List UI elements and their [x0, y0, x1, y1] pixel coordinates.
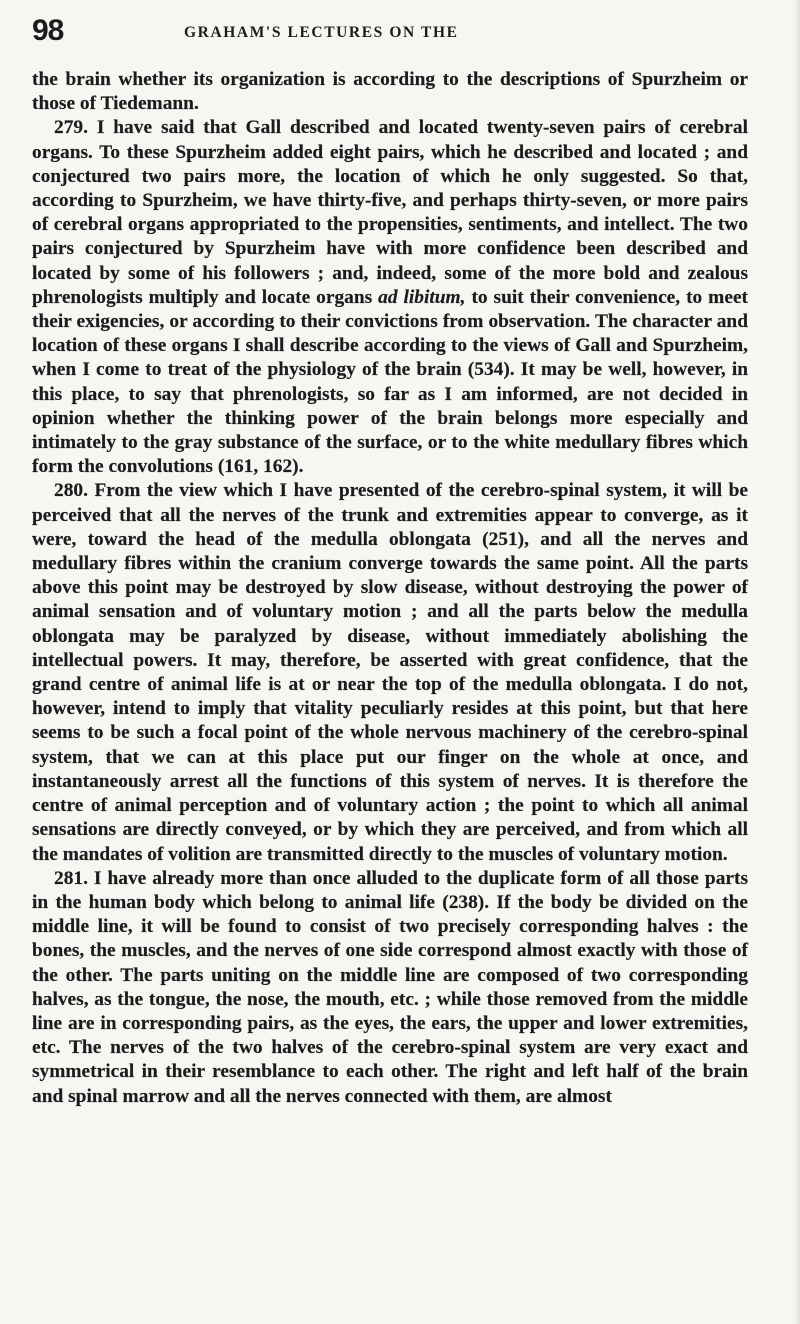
- page-number: 98: [32, 14, 64, 47]
- paragraph-text: to suit their convenience, to meet their exigencies, or according to their convictions from observation. The character and location of these organs I shall describe according to the views of Gall and Spurzheim, when I come to treat of the physiology of the brain (534). It may be well, however, in this place, to say that phrenologists, so far as I am informed, are not decided in opinion whether the thinking power of the brain belongs more especially and intimately to the gray substance of the surface, or to the white medullary fibres which form the convolutions (161, 162).: [32, 286, 749, 478]
- paragraph-text: the brain whether its organization is according to the descriptions of Spurzheim or those of Tiedemann.: [32, 69, 748, 115]
- paragraph: [32, 479, 748, 866]
- body-text: [32, 68, 748, 1109]
- paragraph-number: 279.: [54, 117, 88, 139]
- paragraph-text: I have said that Gall described and located twenty-seven pairs of cerebral organs. To these Spurzheim added eight pairs, which he described and located ; and conjectured two pairs more, the location of which he only suggested. So that, according to Spurzheim, we have thirty-five, and perhaps thirty-seven, or more pairs of cerebral organs appropriated to the propensities, sentiments, and intellect. The two pairs conjectured by Spurzheim have with more confidence been described and located by some of his followers ; and, indeed, some of the more bold and zealous phrenologists multiply and locate organs: [32, 117, 748, 308]
- page-edge-shadow: [794, 0, 800, 1324]
- italic-phrase: ad libitum,: [378, 286, 466, 308]
- paragraph: [32, 116, 748, 479]
- paragraph-text: I have already more than once alluded to the duplicate form of all those parts in the human body which belong to animal life (238). If the body be divided on the middle line, it will be found to consist of two precisely corresponding halves : the bones, the muscles, and the nerves of one side correspond almost exactly with those of the other. The parts uniting on the middle line are composed of two corresponding halves, as the tongue, the nose, the mouth, etc. ; while those removed from the middle line are in corresponding pairs, as the eyes, the ears, the upper and lower extremities, etc. The nerves of the two halves of the cerebro-spinal system are very exact and symmetrical in their resemblance to each other. The right and left half of the brain and spinal marrow and all the nerves connected with them, are almost: [32, 867, 748, 1107]
- page-header: [32, 8, 748, 52]
- paragraph: [32, 867, 748, 1109]
- running-head: GRAHAM'S LECTURES ON THE: [184, 24, 459, 41]
- paragraph-text: From the view which I have presented of the cerebro-spinal system, it will be perceived that all the nerves of the trunk and extremities appear to converge, as it were, toward the head of the medulla oblongata (251), and all the nerves and medullary fibres within the cranium converge towards the same point. All the parts above this point may be destroyed by slow disease, without destroying the power of animal sensation and of voluntary motion ; and all the parts below the medulla oblongata may be paralyzed by disease, without immediately abolishing the intellectual powers. It may, therefore, be asserted with great confidence, that the grand centre of animal life is at or near the top of the medulla oblongata. I do not, however, intend to imply that vitality peculiarly resides at this point, but that here seems to be such a focal point of the whole nervous machinery of the cerebro-spinal system, that we can at this place put our finger on the whole at once, and instantaneously arrest all the functions of this system of nerves. It is therefore the centre of animal perception and of voluntary action ; the point to which all animal sensations are directly conveyed, or by which they are perceived, and from which all the mandates of volition are transmitted directly to the muscles of voluntary motion.: [32, 480, 748, 865]
- paragraph: [32, 68, 748, 116]
- paragraph-number: 280.: [54, 480, 88, 502]
- paragraph-number: 281.: [54, 867, 88, 889]
